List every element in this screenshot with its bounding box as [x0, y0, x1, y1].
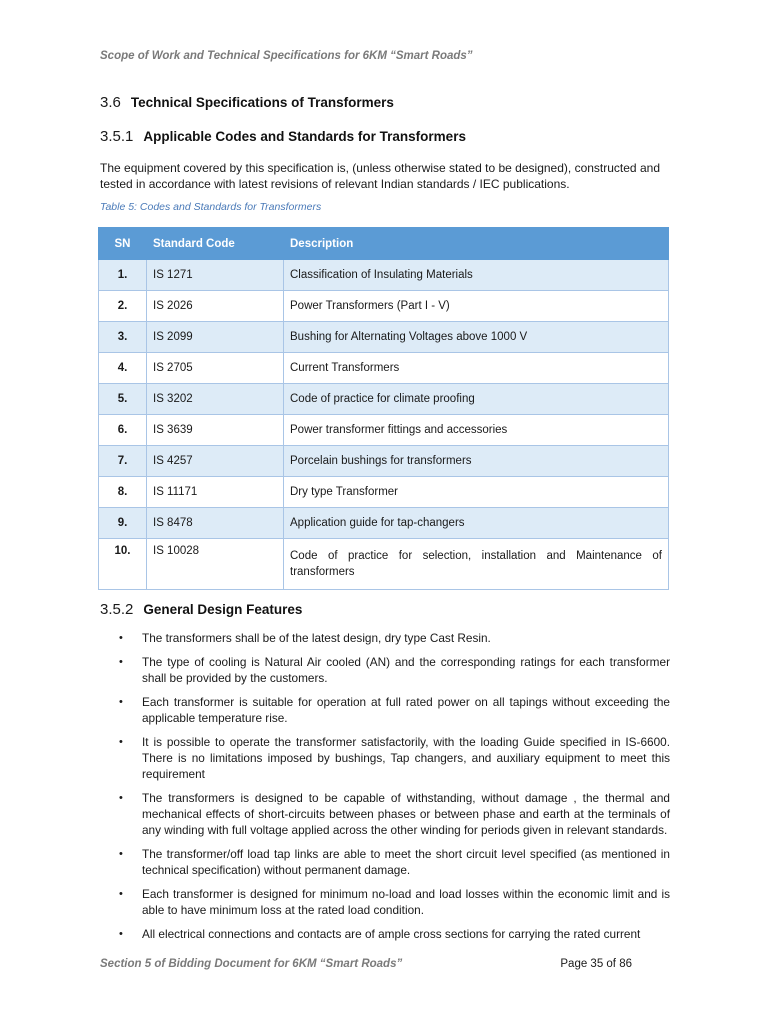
list-item — [100, 694, 670, 726]
list-item-text: The type of cooling is Natural Air cooled (AN) and the corresponding ratings for each transformer shall be provided by the customers. — [142, 655, 670, 685]
cell-sn: 7. — [99, 446, 147, 477]
list-item-text: The transformers shall be of the latest design, dry type Cast Resin. — [142, 631, 491, 645]
section-heading-3-5-1 — [100, 128, 466, 145]
list-item — [100, 654, 670, 686]
table-row — [99, 477, 669, 508]
cell-code: IS 3639 — [147, 415, 284, 446]
cell-description: Power Transformers (Part I - V) — [284, 291, 669, 322]
bullet-icon: • — [119, 632, 123, 644]
intro-paragraph: The equipment covered by this specification is, (unless otherwise stated to be designed), constructed and tested in accordance with latest revisions of relevant Indian standards / IEC publications. — [100, 161, 660, 191]
cell-sn: 1. — [99, 260, 147, 291]
table-row — [99, 508, 669, 539]
list-item-text: Each transformer is suitable for operation at full rated power on all tapings without exceeding the applicable temperature rise. — [142, 695, 670, 725]
table-row — [99, 415, 669, 446]
cell-code: IS 11171 — [147, 477, 284, 508]
bullet-icon: • — [119, 928, 123, 940]
section-number: 3.6 — [100, 94, 121, 111]
bullet-icon: • — [119, 736, 123, 748]
page-header: Scope of Work and Technical Specifications for 6KM “Smart Roads” — [100, 50, 473, 62]
cell-code: IS 3202 — [147, 384, 284, 415]
page-number: Page 35 of 86 — [560, 958, 632, 970]
table-row — [99, 353, 669, 384]
table-row — [99, 322, 669, 353]
cell-code: IS 1271 — [147, 260, 284, 291]
cell-code: IS 2026 — [147, 291, 284, 322]
cell-sn: 8. — [99, 477, 147, 508]
list-item — [100, 886, 670, 918]
cell-sn: 9. — [99, 508, 147, 539]
list-item-text: The transformers is designed to be capable of withstanding, without damage , the thermal and mechanical effects of short-circuits between phases or between phase and earth at the terminals of any winding with full voltage applied across the other winding for periods given in relevant standards. — [142, 791, 670, 837]
column-header-sn: SN — [99, 228, 147, 260]
page-footer — [100, 958, 632, 970]
bullet-icon: • — [119, 656, 123, 668]
table-header-row — [99, 228, 669, 260]
section-title: Applicable Codes and Standards for Transformers — [143, 129, 466, 144]
design-features-list — [100, 630, 670, 950]
list-item — [100, 630, 670, 646]
cell-code: IS 8478 — [147, 508, 284, 539]
cell-description: Bushing for Alternating Voltages above 1000 V — [284, 322, 669, 353]
list-item — [100, 790, 670, 838]
table-row — [99, 446, 669, 477]
cell-sn: 4. — [99, 353, 147, 384]
section-heading-3-6 — [100, 94, 394, 111]
bullet-icon: • — [119, 792, 123, 804]
table-caption: Table 5: Codes and Standards for Transformers — [100, 201, 322, 213]
list-item-text: It is possible to operate the transformer satisfactorily, with the loading Guide specified in IS-6600. There is no limitations imposed by bushings, Tap changers, and auxiliary equipment to meet this requirement — [142, 735, 670, 781]
cell-sn: 2. — [99, 291, 147, 322]
list-item — [100, 846, 670, 878]
table-row — [99, 539, 669, 590]
bullet-icon: • — [119, 848, 123, 860]
list-item-text: The transformer/off load tap links are able to meet the short circuit level specified (as mentioned in technical specification) without permanent damage. — [142, 847, 670, 877]
column-header-code: Standard Code — [147, 228, 284, 260]
cell-description: Classification of Insulating Materials — [284, 260, 669, 291]
section-heading-3-5-2 — [100, 601, 302, 618]
table-row — [99, 384, 669, 415]
list-item — [100, 734, 670, 782]
list-item — [100, 926, 670, 942]
cell-sn: 5. — [99, 384, 147, 415]
table-row — [99, 291, 669, 322]
bullet-icon: • — [119, 696, 123, 708]
cell-sn: 6. — [99, 415, 147, 446]
cell-description: Dry type Transformer — [284, 477, 669, 508]
cell-sn: 3. — [99, 322, 147, 353]
footer-document-title: Section 5 of Bidding Document for 6KM “Smart Roads” — [100, 958, 403, 970]
list-item-text: All electrical connections and contacts are of ample cross sections for carrying the rated current — [142, 927, 641, 941]
table-row — [99, 260, 669, 291]
section-title: Technical Specifications of Transformers — [130, 95, 394, 110]
column-header-description: Description — [284, 228, 669, 260]
section-number: 3.5.1 — [100, 128, 134, 145]
cell-code: IS 4257 — [147, 446, 284, 477]
cell-description: Application guide for tap-changers — [284, 508, 669, 539]
cell-code: IS 2099 — [147, 322, 284, 353]
list-item-text: Each transformer is designed for minimum no-load and load losses within the economic limit and is able to have minimum loss at the rated load condition. — [142, 887, 670, 917]
standards-table — [98, 227, 669, 590]
cell-code: IS 2705 — [147, 353, 284, 384]
section-number: 3.5.2 — [100, 601, 134, 618]
cell-sn: 10. — [99, 539, 147, 590]
section-title: General Design Features — [143, 602, 303, 617]
cell-description: Current Transformers — [284, 353, 669, 384]
cell-code: IS 10028 — [147, 539, 284, 590]
cell-description: Porcelain bushings for transformers — [284, 446, 669, 477]
cell-description: Code of practice for selection, installation and Maintenance of transformers — [284, 539, 669, 590]
bullet-icon: • — [119, 888, 123, 900]
cell-description: Code of practice for climate proofing — [284, 384, 669, 415]
cell-description: Power transformer fittings and accessories — [284, 415, 669, 446]
